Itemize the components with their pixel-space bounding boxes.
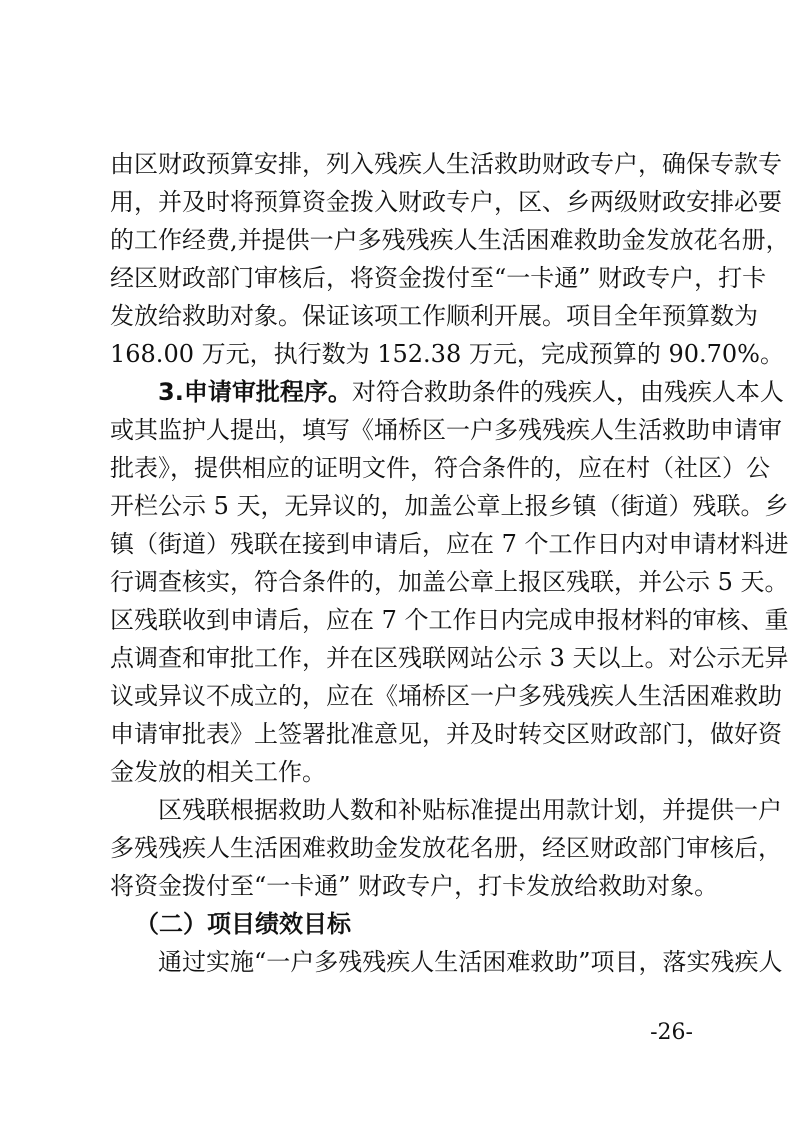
page-number: -26- <box>650 1020 693 1045</box>
paragraph-line: 用，并及时将预算资金拨入财政专户，区、乡两级财政安排必要 <box>110 188 782 216</box>
paragraph-line: 由区财政预算安排，列入残疾人生活救助财政专户，确保专款专 <box>110 150 782 178</box>
paragraph-line: 将资金拨付至“一卡通” 财政专户，打卡发放给救助对象。 <box>110 872 719 900</box>
paragraph-line: 申请审批表》上签署批准意见，并及时转交区财政部门，做好资 <box>110 720 782 748</box>
section-heading: （二）项目绩效目标 <box>135 910 351 938</box>
paragraph-line: 区残联根据救助人数和补贴标准提出用款计划，并提供一户 <box>158 796 782 824</box>
paragraph-line: 区残联收到申请后，应在 7 个工作日内完成申报材料的审核、重 <box>110 606 789 634</box>
paragraph-line: 或其监护人提出，填写《埇桥区一户多残残疾人生活救助申请审 <box>110 416 782 444</box>
paragraph-line: 行调查核实，符合条件的，加盖公章上报区残联，并公示 5 天。 <box>110 568 789 596</box>
paragraph-line: 点调查和审批工作，并在区残联网站公示 3 天以上。对公示无异 <box>110 644 789 672</box>
paragraph-line: 金发放的相关工作。 <box>110 758 326 786</box>
paragraph-line: 168.00 万元，执行数为 152.38 万元，完成预算的 90.70%。 <box>110 340 784 368</box>
paragraph-line: 的工作经费,并提供一户多残残疾人生活困难救助金发放花名册， <box>110 226 790 254</box>
paragraph-line: 批表》，提供相应的证明文件，符合条件的，应在村（社区）公 <box>110 454 770 482</box>
paragraph-line: 通过实施“一户多残残疾人生活困难救助”项目，落实残疾人 <box>158 948 783 976</box>
paragraph-line: 镇（街道）残联在接到申请后，应在 7 个工作日内对申请材料进 <box>110 530 789 558</box>
paragraph-line-with-heading <box>158 374 784 410</box>
procedure-heading: 3.申请审批程序。 <box>158 378 352 406</box>
paragraph-line: 发放给救助对象。保证该项工作顺利开展。项目全年预算数为 <box>110 302 758 330</box>
paragraph-line: 开栏公示 5 天，无异议的，加盖公章上报乡镇（街道）残联。乡 <box>110 492 789 520</box>
paragraph-text: 对符合救助条件的残疾人，由残疾人本人 <box>351 378 784 406</box>
paragraph-line: 多残残疾人生活困难救助金发放花名册，经区财政部门审核后， <box>110 834 782 862</box>
paragraph-line: 议或异议不成立的，应在《埇桥区一户多残残疾人生活困难救助 <box>110 682 782 710</box>
paragraph-line: 经区财政部门审核后，将资金拨付至“一卡通” 财政专户，打卡 <box>110 264 767 292</box>
